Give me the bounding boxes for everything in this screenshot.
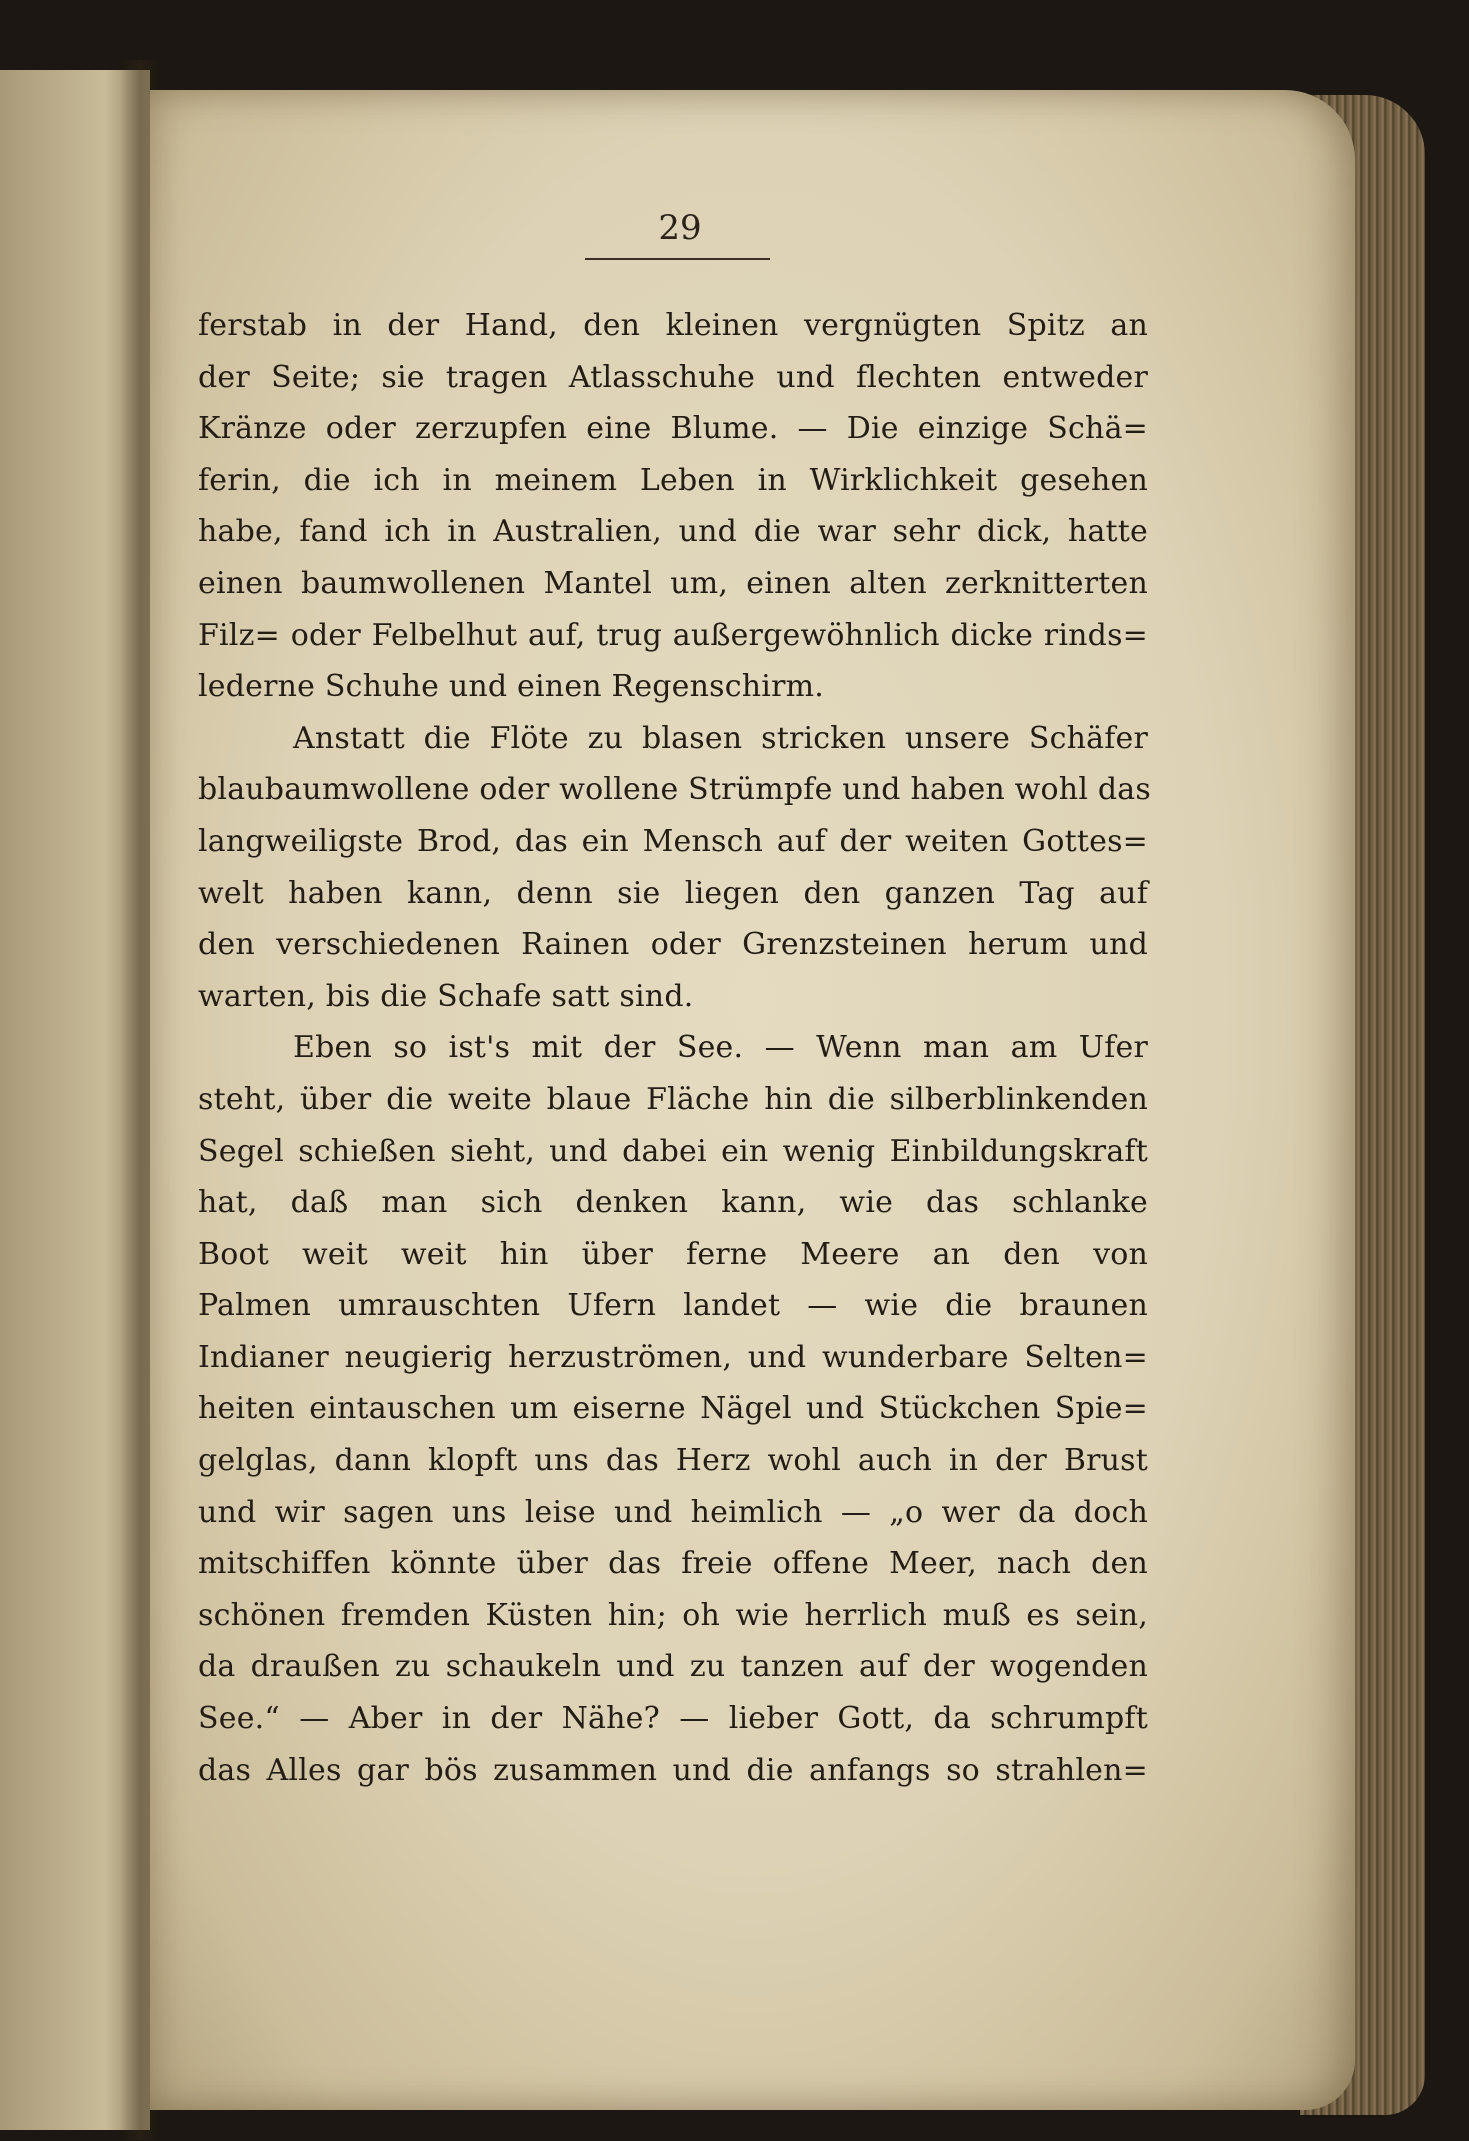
body-text xyxy=(198,300,1151,1796)
text-line: der Seite; sie tragen Atlasschuhe und flechten entweder xyxy=(198,359,1148,395)
text-line: Segel schießen sieht, und dabei ein wenig Einbildungskraft xyxy=(198,1133,1148,1169)
paragraph-start-line: Eben so ist's mit der See. — Wenn man am Ufer xyxy=(293,1030,1148,1066)
text-line: warten, bis die Schafe satt sind. xyxy=(198,978,694,1014)
text-line: einen baumwollenen Mantel um, einen alten zerknitterten xyxy=(198,565,1148,601)
text-line: lederne Schuhe und einen Regenschirm. xyxy=(198,669,824,705)
text-line: ferstab in der Hand, den kleinen vergnügten Spitz an xyxy=(198,308,1148,343)
text-line: und wir sagen uns leise und heimlich — „o wer da doch xyxy=(198,1494,1148,1530)
text-line: da draußen zu schaukeln und zu tanzen auf der wogenden xyxy=(198,1649,1148,1685)
text-line: heiten eintauschen um eiserne Nägel und Stückchen Spie= xyxy=(198,1391,1148,1427)
text-line: langweiligste Brod, das ein Mensch auf der weiten Gottes= xyxy=(198,823,1148,859)
text-line: steht, über die weite blaue Fläche hin die silberblinkenden xyxy=(198,1081,1148,1117)
text-line: den verschiedenen Rainen oder Grenzsteinen herum und xyxy=(198,927,1148,963)
text-line: Kränze oder zerzupfen eine Blume. — Die einzige Schä= xyxy=(198,411,1148,447)
text-line: See.“ — Aber in der Nähe? — lieber Gott, da schrumpft xyxy=(198,1701,1148,1737)
page-number xyxy=(0,208,1360,248)
text-line: hat, daß man sich denken kann, wie das schlanke xyxy=(198,1185,1148,1221)
text-line: Boot weit weit hin über ferne Meere an den von xyxy=(198,1236,1148,1272)
text-line: welt haben kann, denn sie liegen den ganzen Tag auf xyxy=(198,875,1148,911)
text-line: schönen fremden Küsten hin; oh wie herrlich muß es sein, xyxy=(198,1597,1148,1633)
text-line: das Alles gar bös zusammen und die anfangs so strahlen= xyxy=(198,1752,1148,1788)
text-line: blaubaumwollene oder wollene Strümpfe und haben wohl das xyxy=(198,772,1151,808)
text-line: ferin, die ich in meinem Leben in Wirklichkeit gesehen xyxy=(198,462,1148,498)
text-line: mitschiffen könnte über das freie offene Meer, nach den xyxy=(198,1546,1148,1582)
text-line: gelglas, dann klopft uns das Herz wohl auch in der Brust xyxy=(198,1443,1148,1479)
text-line: Indianer neugierig herzuströmen, und wunderbare Selten= xyxy=(198,1339,1148,1375)
page-number-rule xyxy=(585,258,770,260)
paragraph-start-line: Anstatt die Flöte zu blasen stricken unsere Schäfer xyxy=(293,720,1148,756)
text-line: Palmen umrauschten Ufern landet — wie die braunen xyxy=(198,1288,1148,1324)
text-line: habe, fand ich in Australien, und die war sehr dick, hatte xyxy=(198,514,1148,550)
page-number-text: 29 xyxy=(658,208,702,248)
text-line: Filz= oder Felbelhut auf, trug außergewöhnlich dicke rinds= xyxy=(198,617,1148,653)
